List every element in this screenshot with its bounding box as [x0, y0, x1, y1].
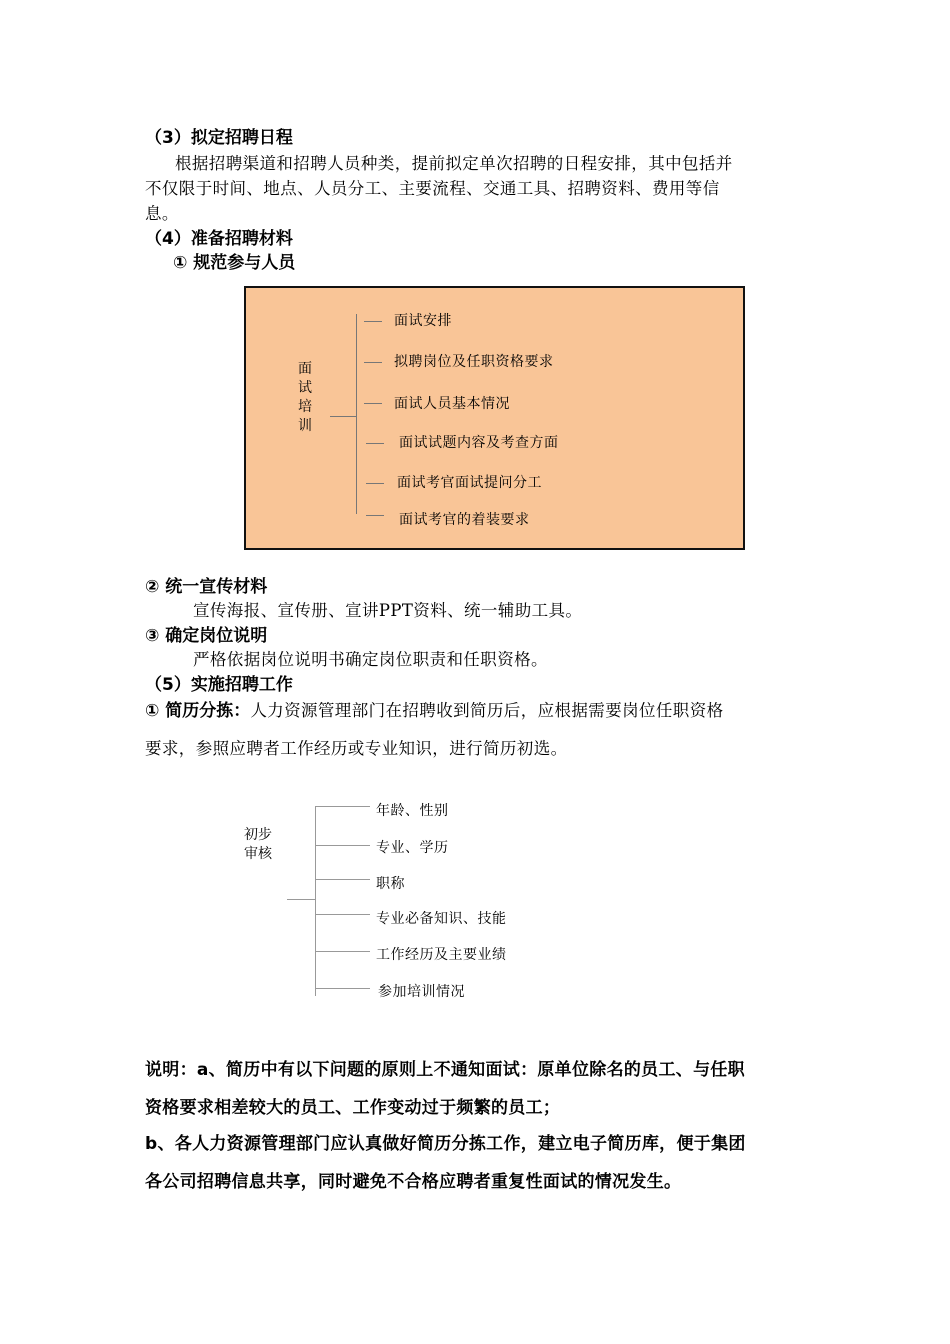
note-line-3: b、各人力资源管理部门应认真做好简历分拣工作，建立电子简历库，便于集团 — [145, 1134, 746, 1154]
diagram1-item: 面试试题内容及考查方面 — [399, 435, 559, 451]
section5-sub1-line2: 要求，参照应聘者工作经历或专业知识，进行简历初选。 — [145, 739, 568, 758]
diagram1-branch-line — [366, 515, 384, 516]
section3-line-1: 根据招聘渠道和招聘人员种类，提前拟定单次招聘的日程安排，其中包括并 — [175, 154, 733, 173]
diagram2-item: 年龄、性别 — [376, 803, 449, 819]
diagram1-branch-line — [366, 483, 384, 484]
section4-sub3: ③ 确定岗位说明 — [145, 626, 268, 646]
diagram1-item: 面试安排 — [394, 313, 452, 329]
section5-sub1-label: ① 简历分拣： — [145, 701, 251, 721]
diagram2-branch-line — [315, 879, 370, 880]
diagram1-bracket-line — [356, 314, 357, 514]
diagram1-item: 拟聘岗位及任职资格要求 — [394, 354, 554, 370]
diagram2-item: 工作经历及主要业绩 — [376, 947, 507, 963]
diagram2-branch-line — [315, 845, 370, 846]
section4-sub3-text: 严格依据岗位说明书确定岗位职责和任职资格。 — [193, 650, 548, 669]
diagram2-item: 专业、学历 — [376, 840, 449, 856]
diagram2-bracket-line — [315, 806, 316, 996]
diagram1-branch-line — [364, 403, 382, 404]
diagram1-item: 面试考官的着装要求 — [399, 512, 530, 528]
section3-line-2: 不仅限于时间、地点、人员分工、主要流程、交通工具、招聘资料、费用等信 — [145, 179, 720, 198]
diagram1-branch-line — [364, 321, 382, 322]
diagram1-branch-line — [364, 362, 382, 363]
diagram1-root-label: 面 试 培 训 — [298, 361, 312, 434]
diagram1-root-connector — [330, 416, 356, 417]
diagram1-item: 面试人员基本情况 — [394, 396, 510, 412]
diagram2-item: 职称 — [376, 876, 405, 892]
diagram1-branch-line — [366, 443, 384, 444]
diagram2-root-label: 初步 审核 — [244, 827, 272, 862]
section3-line-3: 息。 — [145, 204, 179, 223]
diagram1-item: 面试考官面试提问分工 — [397, 475, 542, 491]
section4-sub2: ② 统一宣传材料 — [145, 577, 268, 597]
diagram2-root-connector — [287, 899, 315, 900]
section4-heading: （4）准备招聘材料 — [145, 229, 293, 249]
section5-heading: （5）实施招聘工作 — [145, 675, 293, 695]
diagram2-branch-line — [315, 914, 370, 915]
note-line-4: 各公司招聘信息共享，同时避免不合格应聘者重复性面试的情况发生。 — [145, 1172, 682, 1192]
section3-heading: （3）拟定招聘日程 — [145, 128, 293, 148]
note-line-1: 说明：a、简历中有以下问题的原则上不通知面试：原单位除名的员工、与任职 — [145, 1060, 745, 1080]
section4-sub2-text: 宣传海报、宣传册、宣讲PPT资料、统一辅助工具。 — [193, 601, 583, 620]
section5-sub1-line1: 人力资源管理部门在招聘收到简历后，应根据需要岗位任职资格 — [250, 701, 724, 720]
diagram2-branch-line — [315, 951, 370, 952]
note-line-2: 资格要求相差较大的员工、工作变动过于频繁的员工； — [145, 1098, 561, 1118]
section4-sub1: ① 规范参与人员 — [173, 253, 296, 273]
diagram2-item: 专业必备知识、技能 — [376, 911, 507, 927]
diagram2-branch-line — [315, 806, 370, 807]
section5-sub1 — [145, 699, 724, 723]
diagram2-item: 参加培训情况 — [378, 984, 465, 1000]
diagram2-branch-line — [315, 988, 370, 989]
interview-training-diagram — [244, 286, 745, 550]
